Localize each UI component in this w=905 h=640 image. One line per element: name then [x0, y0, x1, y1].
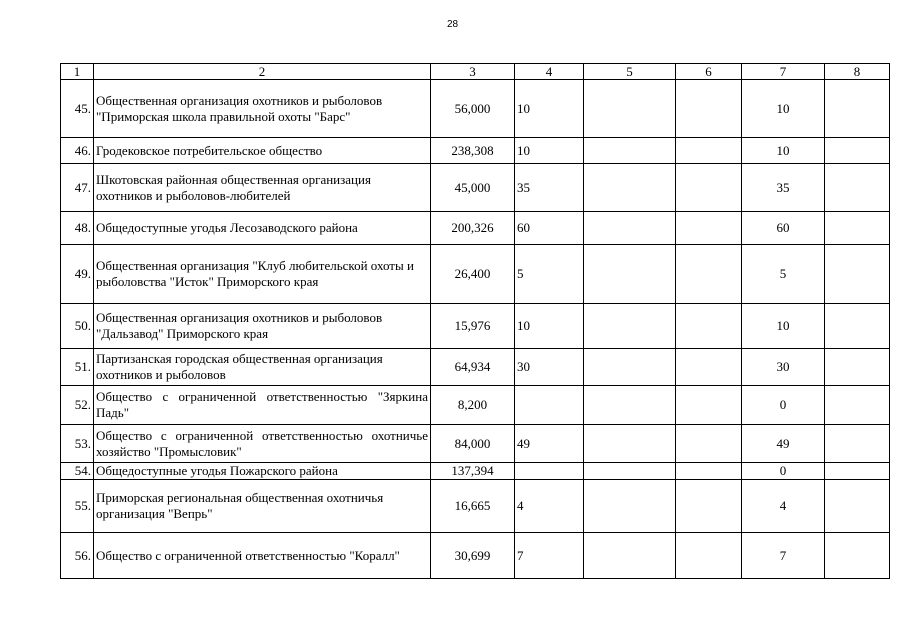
col8-value [825, 480, 890, 533]
organization-name: Общественная организация "Клуб любительской охоты и рыболовства "Исток" Приморского края [94, 245, 431, 304]
col7-value: 0 [742, 463, 825, 480]
column-header: 7 [742, 64, 825, 80]
col7-value: 4 [742, 480, 825, 533]
row-number: 48. [61, 212, 94, 245]
table-row [61, 480, 890, 533]
col6-value [676, 212, 742, 245]
col8-value [825, 349, 890, 386]
column-header: 8 [825, 64, 890, 80]
col7-value: 35 [742, 164, 825, 212]
area-value: 137,394 [431, 463, 515, 480]
col6-value [676, 480, 742, 533]
col5-value [584, 138, 676, 164]
col6-value [676, 304, 742, 349]
col5-value [584, 463, 676, 480]
area-value: 84,000 [431, 425, 515, 463]
column-header: 4 [515, 64, 584, 80]
col4-value: 7 [515, 533, 584, 579]
col7-value: 10 [742, 304, 825, 349]
organization-name: Общество с ограниченной ответственностью "Коралл" [94, 533, 431, 579]
table-row [61, 245, 890, 304]
organization-name: Гродековское потребительское общество [94, 138, 431, 164]
col8-value [825, 463, 890, 480]
col4-value: 5 [515, 245, 584, 304]
col6-value [676, 349, 742, 386]
row-number: 50. [61, 304, 94, 349]
col7-value: 30 [742, 349, 825, 386]
table-row [61, 386, 890, 425]
row-number: 45. [61, 80, 94, 138]
row-number: 56. [61, 533, 94, 579]
row-number: 53. [61, 425, 94, 463]
row-number: 54. [61, 463, 94, 480]
table-row [61, 425, 890, 463]
area-value: 56,000 [431, 80, 515, 138]
table-row [61, 304, 890, 349]
col5-value [584, 425, 676, 463]
col8-value [825, 533, 890, 579]
col5-value [584, 533, 676, 579]
col5-value [584, 245, 676, 304]
organization-name: Общественная организация охотников и рыболовов "Приморская школа правильной охоты "Барс" [94, 80, 431, 138]
col4-value: 10 [515, 138, 584, 164]
col6-value [676, 138, 742, 164]
table-row [61, 349, 890, 386]
col5-value [584, 349, 676, 386]
table-row [61, 212, 890, 245]
col8-value [825, 80, 890, 138]
organization-name: Общество с ограниченной ответственностью "Зяркина Падь" [94, 386, 431, 425]
organization-name: Общедоступные угодья Пожарского района [94, 463, 431, 480]
row-number: 55. [61, 480, 94, 533]
col6-value [676, 245, 742, 304]
col4-value: 35 [515, 164, 584, 212]
col6-value [676, 463, 742, 480]
col8-value [825, 138, 890, 164]
col5-value [584, 80, 676, 138]
col6-value [676, 533, 742, 579]
col6-value [676, 386, 742, 425]
organization-name: Шкотовская районная общественная организация охотников и рыболовов-любителей [94, 164, 431, 212]
organization-name: Партизанская городская общественная организация охотников и рыболовов [94, 349, 431, 386]
table-row [61, 138, 890, 164]
col7-value: 10 [742, 138, 825, 164]
table-row [61, 164, 890, 212]
col8-value [825, 245, 890, 304]
page-number: 28 [446, 19, 459, 30]
area-value: 238,308 [431, 138, 515, 164]
organization-name: Общедоступные угодья Лесозаводского района [94, 212, 431, 245]
col4-value [515, 463, 584, 480]
area-value: 64,934 [431, 349, 515, 386]
area-value: 15,976 [431, 304, 515, 349]
organization-name: Общество с ограниченной ответственностью охотничье хозяйство "Промысловик" [94, 425, 431, 463]
column-header: 6 [676, 64, 742, 80]
col4-value: 49 [515, 425, 584, 463]
col4-value: 60 [515, 212, 584, 245]
organization-name: Общественная организация охотников и рыболовов "Дальзавод" Приморского края [94, 304, 431, 349]
col7-value: 49 [742, 425, 825, 463]
col6-value [676, 80, 742, 138]
area-value: 8,200 [431, 386, 515, 425]
col8-value [825, 164, 890, 212]
col5-value [584, 212, 676, 245]
col5-value [584, 164, 676, 212]
col8-value [825, 212, 890, 245]
col7-value: 10 [742, 80, 825, 138]
col6-value [676, 164, 742, 212]
table-row [61, 463, 890, 480]
row-number: 51. [61, 349, 94, 386]
row-number: 47. [61, 164, 94, 212]
organization-name: Приморская региональная общественная охотничья организация "Вепрь" [94, 480, 431, 533]
col8-value [825, 386, 890, 425]
col4-value: 4 [515, 480, 584, 533]
col8-value [825, 425, 890, 463]
col7-value: 60 [742, 212, 825, 245]
quota-table [60, 63, 890, 579]
column-header: 2 [94, 64, 431, 80]
column-header: 1 [61, 64, 94, 80]
area-value: 26,400 [431, 245, 515, 304]
row-number: 52. [61, 386, 94, 425]
col7-value: 5 [742, 245, 825, 304]
col8-value [825, 304, 890, 349]
col4-value: 10 [515, 80, 584, 138]
row-number: 49. [61, 245, 94, 304]
col5-value [584, 480, 676, 533]
table-row [61, 533, 890, 579]
col4-value [515, 386, 584, 425]
row-number: 46. [61, 138, 94, 164]
col4-value: 30 [515, 349, 584, 386]
area-value: 16,665 [431, 480, 515, 533]
table-row [61, 80, 890, 138]
col5-value [584, 386, 676, 425]
column-header: 5 [584, 64, 676, 80]
area-value: 30,699 [431, 533, 515, 579]
col7-value: 7 [742, 533, 825, 579]
col4-value: 10 [515, 304, 584, 349]
col7-value: 0 [742, 386, 825, 425]
col5-value [584, 304, 676, 349]
area-value: 200,326 [431, 212, 515, 245]
area-value: 45,000 [431, 164, 515, 212]
table-header-row [61, 64, 890, 80]
col6-value [676, 425, 742, 463]
column-header: 3 [431, 64, 515, 80]
